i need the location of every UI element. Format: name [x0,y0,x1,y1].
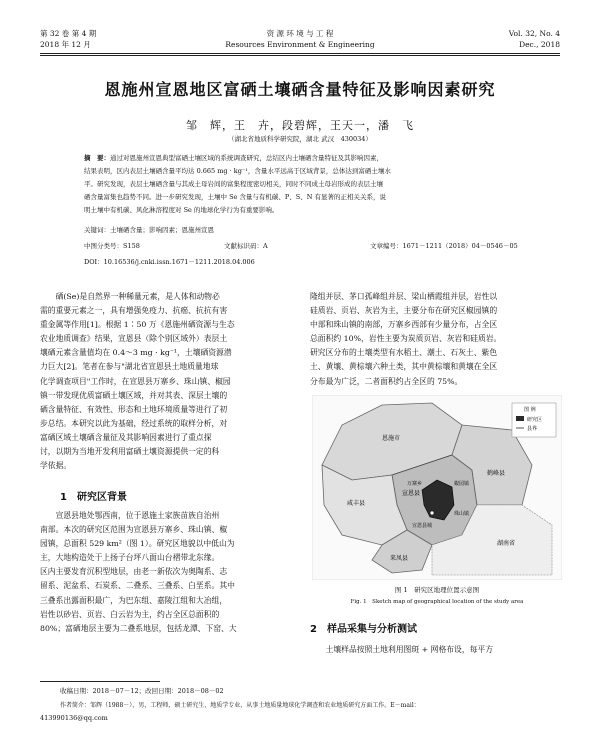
intro-line: 农业地质调查》结果，宣恩县（除个别区域外）表层土 [40,334,228,344]
header-date-en: Dec., 2018 [519,40,560,49]
author-list: 邹 辉，王 卉，段碧辉，王天一，潘 飞 [186,119,414,132]
legend-study-area-swatch [516,416,524,421]
figure-1 [312,395,562,580]
doc-code: 文献标识码：A [224,242,268,250]
s1-line: 主，大地构造处于上扬子台坪八面山台褶带北东缘。 [40,553,220,563]
intro-line: 步总结。本研究以此为基础，经过系统的取样分析，对 [40,418,228,428]
s1-line: 岩性以砂岩、页岩、白云岩为主，约占全区总面积的 [40,609,220,619]
intro-line: 化学调查项目"工作时，在宣恩县万寨乡、珠山镇、椒园 [40,376,231,386]
abstract-line-3: 平。研究发现，表层土壤硒含量与其成土母岩间的富集程度密切相关，同时不同成土母岩形成的表层土壤 [84,180,383,188]
author-bio: 作者简介：邹辉（1988－），男，工程师，硕士研究生，地质学专业，从事土地质量地球化学调查和农业地质研究方面工作。E－mail： [60,702,420,709]
footnote-rule [40,681,160,682]
map-label: 万寨乡 [407,481,423,487]
header-journal-en: Resources Environment & Engineering [225,40,375,49]
abstract-line-2: 结果表明，区内表层土壤硒含量平均达 0.665 mg · kg⁻¹，含量水平远高于区域背景，总体达到富硒土壤水 [84,167,391,175]
section1-paragraph [40,509,298,636]
intro-line: 重金属等作用[1]。根据 1∶50 万《恩施州硒资源与生态 [40,320,235,330]
abstract-line-5: 明土壤中有机碳、风化淋溶程度对 Se 的地球化学行为有重要影响。 [84,206,279,214]
header-volume-en: Vol. 32, No. 4 [508,29,560,38]
legend-label: 研究区 [527,417,543,423]
legend-label: 县界 [527,426,538,432]
received-date: 收稿日期：2018－07－12；改回日期：2018－08－02 [60,687,224,695]
right-line: 土、黄壤、黄棕壤六种土类，其中黄棕壤和黄壤在全区 [310,362,498,372]
map-label: 宣恩县城 [412,523,433,529]
county-seat-marker [430,511,434,515]
affiliation: （湖北省地质科学研究院，湖北 武汉 430034） [228,135,372,143]
abstract-line-1: 摘 要：通过对恩施州宣恩典型富硒土壤区域的系统调查研究，总结区内土壤硒含量特征及其影响因素， [84,154,383,162]
s1-line: 80%；富硒地层主要为二叠系地层，包括龙潭、下窑、大 [40,623,237,633]
map-label: 鹤峰县 [487,470,506,477]
intro-paragraph [40,290,298,473]
map-label: 椒园镇 [454,481,470,487]
clc-number: 中图分类号：S158 [84,242,140,250]
intro-line: 讨，以期为当地开发利用富硒土壤资源提供一定的科 [40,447,220,457]
intro-line: 需的重要元素之一，具有增强免疫力、抗癌、抗抗有害 [40,306,228,316]
section-heading-1: 1 研究区背景 [60,492,127,503]
right-line: 分布最为广泛，二者面积约占全区的 75%。 [310,376,463,386]
abstract-line-4: 硒含量富集也趋势不同。进一步研究发现，土壤中 Se 含量与有机碳、P、S、N 有显著的正相关关系，说 [84,193,387,201]
intro-line: 镇一带发现优质富硒土壤区域，并对其表、深层土壤的 [40,390,228,400]
keywords: 关键词：土壤硒含量；影响因素；恩施州宣恩 [84,226,214,234]
right-line: 隆组并层、茅口孤峰组并层、梁山栖霞组并层，岩性以 [310,292,498,301]
s1-line: 宣恩县地处鄂西南，位于恩施土家族苗族自治州 [40,511,220,520]
map-label: 珠山镇 [454,511,470,517]
right-line: 硅质岩、页岩、灰岩为主，主要分布在研究区椒园镇的 [310,306,498,316]
right-line: 总面积约 10%，岩性主要为炭质页岩、灰岩和硅质岩。 [310,334,502,344]
intro-line: 硒(Se)是自然界一种稀量元素，是人体和动物必 [40,292,220,301]
map-label: 湖南省 [497,540,516,547]
intro-line: 硒含量特征、有效性、形态和土地环境质量等进行了初 [40,404,228,414]
right-line: 中部和珠山镇的南部，万寨乡西部有少量分布，占全区 [310,320,498,330]
legend-title: 图 例 [524,407,536,413]
section-heading-2: 2 样品采集与分析测试 [310,624,417,635]
intro-line: 学依据。 [40,461,72,471]
figure-caption-cn: 图 1 研究区地理位置示意图 [394,586,480,594]
doi: DOI：10.16536/j.cnki.issn.1671－1211.2018.04.006 [84,258,255,266]
map-label: 来凤县 [390,555,409,562]
intro-line: 富硒区域土壤硒含量征及其影响因素进行了重点探 [40,432,212,442]
header-rule-2 [40,55,560,56]
study-area-map [312,395,562,580]
right-line: 研究区分布的土壤类型有水稻土、潮土、石灰土、紫色 [310,348,498,358]
article-number: 文章编号：1671－1211（2018）04－0546－05 [370,242,518,250]
intro-line: 壤硒元素含量值均在 0.4～3 mg · kg⁻¹，土壤硒资源潜 [40,348,232,358]
article-title: 恩施州宣恩地区富硒土壤硒含量特征及影响因素研究 [104,80,496,99]
abstract [84,152,524,217]
intro-line: 力巨大[2]。笔者在参与"湖北省宣恩县土地质量地球 [40,362,219,372]
s1-line: 园镇，总面积 529 km²（图 1）。研究区地貌以中低山为 [40,539,235,549]
right-top-paragraph [310,290,562,389]
header-volume-cn: 第 32 卷 第 4 期 [40,29,97,38]
map-label: 咸丰县 [347,500,366,507]
header-date-cn: 2018 年 12 月 [40,40,91,49]
s1-line: 三叠系出露面积最广，为巴东组、嘉陵江组和大冶组， [40,595,228,605]
s1-line: 南部。本次的研究区范围为宣恩县万寨乡、珠山镇、椒 [40,525,228,535]
map-label: 恩施市 [382,435,401,442]
header-rule [40,53,560,54]
author-email: 413990136@qq.com [40,714,108,722]
abstract-label: 摘 要： [84,154,110,162]
s1-line: 留系、泥盆系、石炭系、二叠系、三叠系、白垩系。其中 [40,581,235,591]
map-label: 宣恩县 [402,490,421,497]
header-journal-cn: 资 源 环 境 与 工 程 [266,29,334,38]
s1-line: 区内主要发育沉积型地层，由老一新依次为奥陶系、志 [40,567,228,577]
section2-paragraph: 土壤样品按照土地利用图斑 + 网格布设，每平方 [310,645,494,654]
figure-caption-en: Fig. 1 Sketch map of geographical location of the study area [350,599,524,605]
